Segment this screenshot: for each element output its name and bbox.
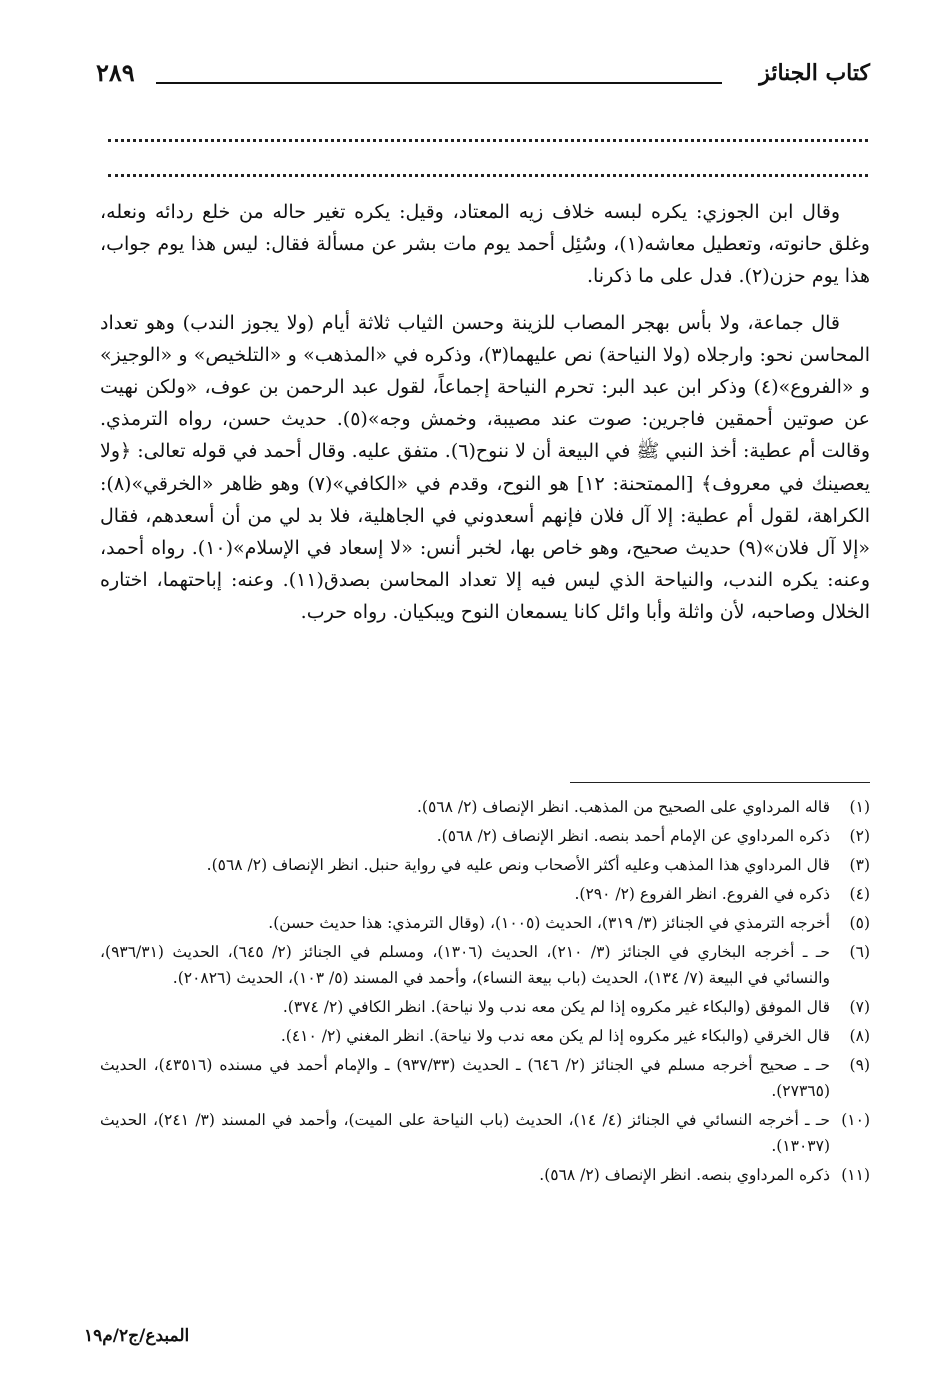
- footnote-number: (١١): [841, 1166, 870, 1184]
- body-paragraph: وقال ابن الجوزي: يكره لبسه خلاف زيه المعتاد، وقيل: يكره تغير حاله من خلع ردائه ونعله، وغلق حانوته، وتعطيل معاشه(١)، وسُئِل أحمد يوم مات بشر عن مسألة فقال: ليس هذا يوم جواب، هذا يوم حزن(٢). فدل على ما ذكرنا.: [100, 201, 870, 288]
- footnote-number: (٧): [849, 998, 870, 1016]
- footnote-text: حـ ـ أخرجه النسائي في الجنائز (٤/ ١٤)، الحديث (باب النياحة على الميت)، وأحمد في المسند (٣/ ٢٤١)، الحديث (١٣٠٣٧).: [100, 1111, 830, 1155]
- footnote: [100, 1162, 870, 1188]
- footnote-number: (٦): [849, 943, 870, 961]
- running-header: [96, 58, 870, 98]
- header-rule: [156, 82, 722, 84]
- footnote-text: قاله المرداوي على الصحيح من المذهب. انظر الإنصاف (٢/ ٥٦٨).: [416, 798, 830, 816]
- footnote-separator: [570, 782, 870, 783]
- footnote: [100, 794, 870, 820]
- footnote-text: ذكره المرداوي بنصه. انظر الإنصاف (٢/ ٥٦٨).: [539, 1166, 830, 1184]
- footnote: [100, 852, 870, 878]
- chapter-title: كتاب الجنائز: [759, 60, 870, 86]
- dotted-line-bottom: [108, 174, 868, 177]
- main-text: [100, 196, 870, 629]
- footnote-number: (٢): [849, 827, 870, 845]
- footnote-text: قال الموفق (والبكاء غير مكروه إذا لم يكن معه ندب ولا نياحة). انظر الكافي (٢/ ٣٧٤).: [282, 998, 830, 1016]
- footnote-number: (٩): [849, 1056, 870, 1074]
- page-number: ٢٨٩: [96, 58, 135, 87]
- footnote-number: (١٠): [841, 1111, 870, 1129]
- footnote: [100, 939, 870, 991]
- footnote-number: (١): [849, 798, 870, 816]
- footnote: [100, 994, 870, 1020]
- footnote-number: (٥): [849, 914, 870, 932]
- footnote-text: ذكره المرداوي عن الإمام أحمد بنصه. انظر الإنصاف (٢/ ٥٦٨).: [436, 827, 830, 845]
- footnote: [100, 1052, 870, 1104]
- footnote-text: حـ ـ أخرجه البخاري في الجنائز (٣/ ٢١٠)، الحديث (١٣٠٦)، ومسلم في الجنائز (٢/ ٦٤٥)، الحديث (٩٣٦/٣١)، والنسائي في البيعة (٧/ ١٣٤)، الحديث (باب بيعة النساء)، وأحمد في المسند (٥/ ١٠٣)، الحديث (٢٠٨٢٦).: [100, 943, 831, 987]
- footnote: [100, 910, 870, 936]
- footnote-number: (٨): [849, 1027, 870, 1045]
- footnote-text: ذكره في الفروع. انظر الفروع (٢/ ٢٩٠).: [574, 885, 830, 903]
- footnote: [100, 1023, 870, 1049]
- footnote: [100, 1107, 870, 1159]
- footnote-number: (٣): [849, 856, 870, 874]
- print-signature: المبدع/ج٢/م١٩: [84, 1326, 190, 1346]
- body-paragraph: قال جماعة، ولا بأس بهجر المصاب للزينة وحسن الثياب ثلاثة أيام (ولا يجوز الندب) وهو تعداد المحاسن نحو: وارجلاه (ولا النياحة) نص عليهما(٣)، وذكره في «المذهب» و «التلخيص» و «الوجيز» و «الفروع»(٤) وذكر ابن عبد البر: تحرم النياحة إجماعاً، لقول عبد الرحمن بن عوف، «ولكن نهيت عن صوتين أحمقين فاجرين: صوت عند مصيبة، وخمش وجه»(٥). حديث حسن، رواه الترمذي. وقالت أم عطية: أخذ النبي ﷺ في البيعة أن لا ننوح(٦). متفق عليه. وقال أحمد في قوله تعالى: ﴿ولا يعصينك في معروف﴾ [الممتحنة: ١٢] هو النوح، وقدم في «الكافي»(٧) وهو ظاهر «الخرقي»(٨): الكراهة، لقول أم عطية: إلا آل فلان فإنهم أسعدوني في الجاهلية، فلا بد لي من أن أسعدهم، فقال «إلا آل فلان»(٩) حديث صحيح، وهو خاص بها، لخبر أنس: «لا إسعاد في الإسلام»(١٠). رواه أحمد، وعنه: يكره الندب، والنياحة الذي ليس فيه إلا تعداد المحاسن بصدق(١١). وعنه: إباحتهما، اختاره الخلال وصاحبه، لأن واثلة وأبا وائل كانا يسمعان النوح ويبكيان. رواه حرب.: [100, 311, 871, 624]
- footnote-text: حـ ـ صحيح أخرجه مسلم في الجنائز (٢/ ٦٤٦) ـ الحديث (٩٣٧/٣٣) ـ والإمام أحمد في مسنده (٤٣٥١٦)، الحديث (٢٧٣٦٥).: [100, 1056, 831, 1100]
- footnote-text: قال الخرقي (والبكاء غير مكروه إذا لم يكن معه ندب ولا نياحة). انظر المغني (٢/ ٤١٠).: [280, 1027, 830, 1045]
- footnote: [100, 881, 870, 907]
- footnotes: [100, 794, 870, 1191]
- dotted-line-top: [108, 139, 868, 142]
- footnote-text: أخرجه الترمذي في الجنائز (٣/ ٣١٩)، الحديث (١٠٠٥)، (وقال الترمذي: هذا حديث حسن).: [268, 914, 830, 932]
- footnote-number: (٤): [849, 885, 870, 903]
- footnote: [100, 823, 870, 849]
- footnote-text: قال المرداوي هذا المذهب وعليه أكثر الأصحاب ونص عليه في رواية حنبل. انظر الإنصاف (٢/ ٥٦٨).: [206, 856, 830, 874]
